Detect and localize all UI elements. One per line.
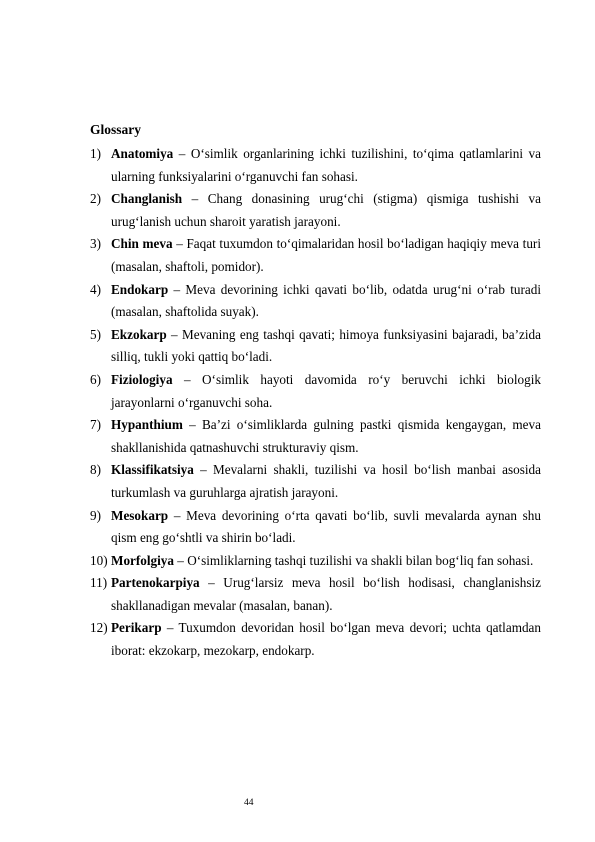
glossary-entry (90, 324, 541, 369)
entry-definition: – O‘simliklarning tashqi tuzilishi va shakli bilan bog‘liq fan sohasi. (174, 552, 534, 568)
entry-term: Perikarp (111, 620, 162, 636)
entry-number: 12) (90, 620, 108, 636)
glossary-heading: Glossary (90, 122, 142, 137)
entry-number: 1) (90, 146, 101, 161)
entry-number: 9) (90, 507, 101, 523)
entry-number: 10) (90, 552, 108, 568)
entry-number: 6) (90, 371, 101, 387)
entry-number: 5) (90, 326, 101, 342)
entry-number: 7) (90, 417, 101, 433)
glossary-entry (90, 188, 541, 233)
glossary-entry (90, 505, 541, 550)
glossary-entry (90, 143, 541, 188)
glossary-entry (90, 572, 541, 617)
entry-definition: – Tuxumdon devoridan hosil bo‘lgan meva devori; uchta qatlamdan iborat: ekzokarp, mezokarp, endokarp. (111, 620, 541, 659)
entry-term: Endokarp (111, 281, 169, 297)
entry-definition: – Meva devorining ichki qavati bo‘lib, odatda urug‘ni o‘rab turadi (masalan, shaftolida suyak). (111, 281, 541, 320)
entry-definition: – Chang donasining urug‘chi (stigma) qismiga tushishi va urug‘lanish uchun sharoit yaratish jarayoni. (111, 191, 541, 229)
glossary-entry (90, 459, 541, 504)
entry-term: Anatomiya (111, 146, 174, 161)
glossary-entry (90, 414, 541, 459)
glossary-entry (90, 617, 541, 662)
entry-number: 8) (90, 462, 101, 478)
entry-term: Morfolgiya (111, 552, 174, 568)
page-number: 44 (244, 798, 254, 808)
entry-number: 4) (90, 281, 101, 297)
entry-term: Changlanish (111, 191, 183, 207)
glossary-list (90, 143, 541, 663)
entry-definition: – Urug‘larsiz meva hosil bo‘lish hodisasi, changlanishsiz shakllanadigan mevalar (masalan, banan). (111, 575, 541, 613)
entry-term: Ekzokarp (111, 326, 167, 342)
glossary-entry (90, 233, 541, 278)
entry-term: Fiziologiya (111, 371, 173, 387)
entry-definition: – O‘simlik organlarining ichki tuzilishini, to‘qima qatlamlarini va ularning funksiyalarini o‘rganuvchi fan sohasi. (111, 146, 541, 184)
entry-term: Hypanthium (111, 417, 183, 433)
glossary-entry (90, 550, 541, 573)
entry-definition: – Mevaning eng tashqi qavati; himoya funksiyasini bajaradi, ba’zida silliq, tukli yoki qattiq bo‘ladi. (111, 326, 541, 365)
entry-term: Klassifikatsiya (111, 462, 194, 478)
entry-definition: – O‘simlik hayoti davomida ro‘y beruvchi ichki biologik jarayonlarni o‘rganuvchi soha. (111, 371, 541, 410)
entry-definition: – Faqat tuxumdon to‘qimalaridan hosil bo‘ladigan haqiqiy meva turi (masalan, shaftoli, pomidor). (111, 236, 541, 274)
entry-term: Partenokarpiya (111, 575, 200, 591)
entry-definition: – Meva devorining o‘rta qavati bo‘lib, suvli mevalarda aynan shu qism eng go‘shtli va shirin bo‘ladi. (111, 507, 541, 546)
glossary-entry (90, 279, 541, 324)
entry-term: Chin meva (111, 236, 173, 252)
entry-number: 2) (90, 191, 101, 207)
glossary-entry (90, 369, 541, 414)
entry-number: 3) (90, 236, 101, 252)
entry-definition: – Ba’zi o‘simliklarda gulning pastki qismida kengaygan, meva shakllanishida qatnashuvchi strukturaviy qism. (111, 417, 541, 455)
entry-term: Mesokarp (111, 507, 169, 523)
entry-number: 11) (90, 575, 108, 591)
entry-definition: – Mevalarni shakli, tuzilishi va hosil bo‘lish manbai asosida turkumlash va guruhlarga ajratish jarayoni. (111, 462, 541, 500)
